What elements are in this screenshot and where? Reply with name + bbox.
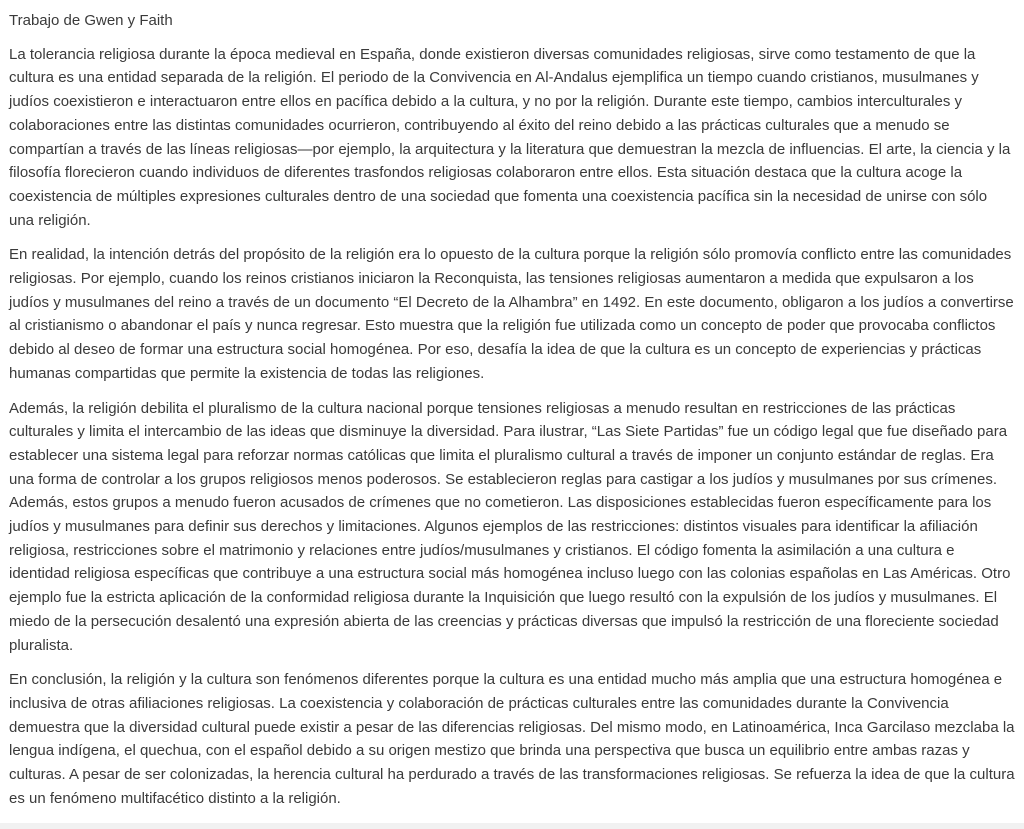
paragraph-3: Además, la religión debilita el pluralismo de la cultura nacional porque tensiones religiosas a menudo resultan en restricciones de las prácticas culturales y limita el intercambio de las ideas que disminuye la diversidad. Para ilustrar, “Las Siete Partidas” fue un código legal que fue diseñado para establecer una sistema legal para reforzar normas católicas que limita el pluralismo cultural a través de imponer un conjunto estándar de reglas. Era una forma de controlar a los grupos religiosos menos poderosos. Se establecieron reglas para castigar a los judíos y musulmanes por sus crímenes. Además, estos grupos a menudo fueron acusados de crímenes que no cometieron. Las disposiciones establecidas fueron específicamente para los judíos y musulmanes para definir sus derechos y limitaciones. Algunos ejemplos de las restricciones: distintos visuales para identificar la afiliación religiosa, restricciones sobre el matrimonio y relaciones entre judíos/musulmanes y cristianos. El código fomenta la asimilación a una cultura e identidad religiosa específicas que contribuye a una estructura social más homogénea incluso luego con las colonias españolas en Las Américas. Otro ejemplo fue la estricta aplicación de la conformidad religiosa durante la Inquisición que luego resultó con la expulsión de los judíos y musulmanes. El miedo de la persecución desalentó una expresión abierta de las creencias y prácticas diversas que impulsó la restricción de una floreciente sociedad pluralista. [9, 399, 1011, 654]
document-title: Trabajo de Gwen y Faith [9, 12, 173, 29]
paragraph-2: En realidad, la intención detrás del propósito de la religión era lo opuesto de la cultura porque la religión sólo promovía conflicto entre las comunidades religiosas. Por ejemplo, cuando los reinos cristianos iniciaron la Reconquista, las tensiones religiosas aumentaron a medida que expulsaron a los judíos y musulmanes del reino a través de un documento “El Decreto de la Alhambra” en 1492. En este documento, obligaron a los judíos a convertirse al cristianismo o abandonar el país y nunca regresar. Esto muestra que la religión fue utilizada como un concepto de poder que provocaba conflictos debido al deseo de formar una estructura social homogénea. Por eso, desafía la idea de que la cultura es un concepto de experiencias y prácticas humanas compartidas que permite la existencia de todas las religiones. [9, 246, 1014, 382]
paragraph-4: En conclusión, la religión y la cultura son fenómenos diferentes porque la cultura es una entidad mucho más amplia que una estructura homogénea e inclusiva de otras afiliaciones religiosas. La coexistencia y colaboración de prácticas culturales entre las comunidades durante la Convivencia demuestra que la diversidad cultural puede existir a pesar de las diferencias religiosas. Del mismo modo, en Latinoamérica, Inca Garcilaso mezclaba la lengua indígena, el quechua, con el español debido a su origen mestizo que brinda una perspectiva que busca un equilibrio entre ambas razas y culturas. A pesar de ser colonizadas, la herencia cultural ha perdurado a través de las transformaciones religiosas. Se refuerza la idea de que la cultura es un fenómeno multifacético distinto a la religión. [9, 671, 1015, 807]
paragraph-1: La tolerancia religiosa durante la época medieval en España, donde existieron diversas comunidades religiosas, sirve como testamento de que la cultura es una entidad separada de la religión. El periodo de la Convivencia en Al-Andalus ejemplifica un tiempo cuando cristianos, musulmanes y judíos coexistieron e interactuaron entre ellos en pacífica debido a la cultura, y no por la religión. Durante este tiempo, cambios interculturales y colaboraciones entre las distintas comunidades ocurrieron, contribuyendo al éxito del reino debido a las prácticas culturales que a menudo se compartían a través de las líneas religiosas—por ejemplo, la arquitectura y la literatura que demuestran la mezcla de influencias. El arte, la ciencia y la filosofía florecieron cuando individuos de diferentes trasfondos religiosas colaboraron entre ellos. Esta situación destaca que la cultura acoge la coexistencia de múltiples expresiones culturales dentro de una sociedad que fomenta una coexistencia pacífica sin la necesidad de unirse con sólo una religión. [9, 45, 1011, 229]
bottom-divider [0, 823, 1024, 829]
